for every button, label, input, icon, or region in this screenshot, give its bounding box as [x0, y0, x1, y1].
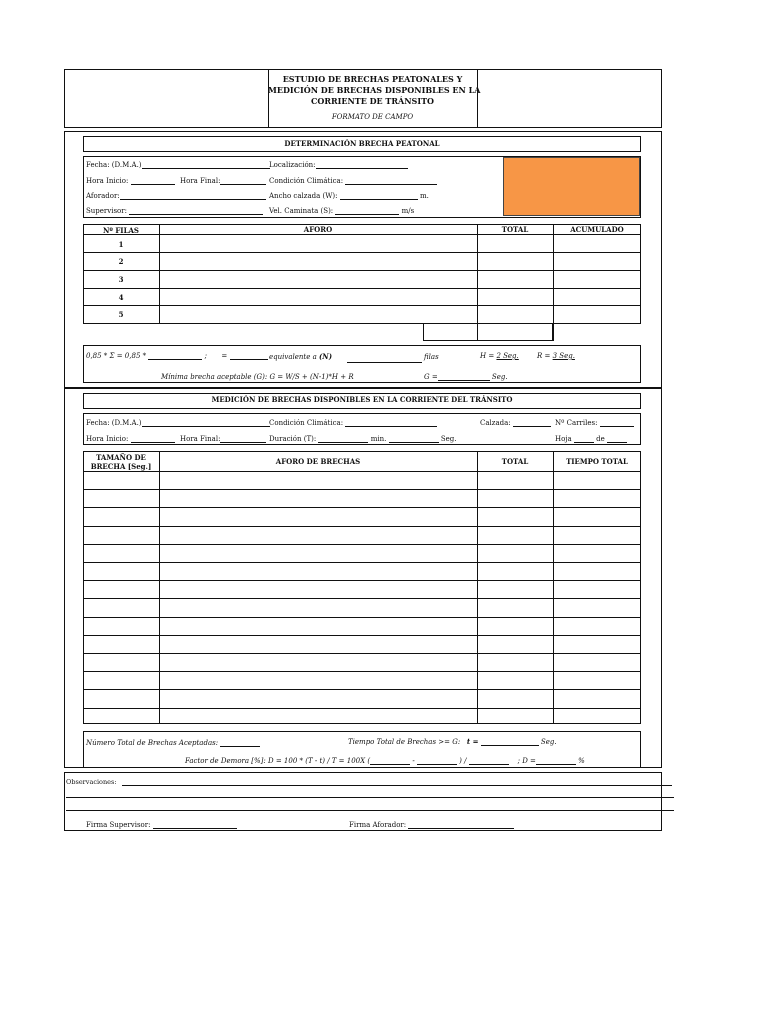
- filas-col-sep3: [553, 224, 554, 341]
- filas-row-line: [83, 270, 641, 271]
- brechas-col-sep1: [159, 451, 160, 724]
- filas-unit: filas: [424, 353, 439, 361]
- brechas-row-line: [83, 489, 641, 490]
- aforo-brechas-header: AFORO DE BRECHAS: [275, 457, 361, 466]
- localizacion-label: Localización:: [269, 162, 408, 169]
- hoja-label: Hoja de: [555, 436, 627, 443]
- s2-hora-final-label: Hora Final:: [180, 436, 266, 443]
- s2-total-header: TOTAL: [501, 457, 529, 466]
- brechas-row-line: [83, 671, 641, 672]
- header-divider-right: [477, 70, 478, 127]
- filas-col-sep1: [159, 224, 160, 324]
- header-subtitle: FORMATO DE CAMPO: [331, 113, 414, 121]
- brechas-row-line: [83, 689, 641, 690]
- tiempo-total-header: TIEMPO TOTAL: [566, 457, 628, 466]
- filas-header: Nº FILAS: [103, 226, 139, 235]
- total-header: TOTAL: [501, 225, 529, 234]
- aforador-label: Aforador:: [86, 193, 266, 200]
- brechas-row-line: [83, 507, 641, 508]
- filas-header-line: [83, 234, 641, 235]
- brechas-row-line: [83, 708, 641, 709]
- fecha-label: Fecha: (D.M.A.): [86, 162, 270, 169]
- brechas-row-line: [83, 580, 641, 581]
- filas-row-line: [83, 305, 641, 306]
- firma-supervisor-label: Firma Supervisor:: [86, 822, 237, 829]
- obs-line-3: [66, 810, 674, 811]
- header-title-line2: MEDICIÓN DE BRECHAS DISPONIBLES EN LA: [268, 85, 481, 95]
- section1-title: DETERMINACIÓN BRECHA PEATONAL: [284, 139, 440, 148]
- s2-condicion-label: Condición Climática:: [269, 420, 437, 427]
- filas-table: [83, 224, 641, 324]
- obs-line-1: [122, 785, 672, 786]
- brechas-row-line: [83, 526, 641, 527]
- brechas-row-line: [83, 653, 641, 654]
- header-title-line1: ESTUDIO DE BRECHAS PEATONALES Y: [282, 74, 463, 84]
- supervisor-label: Supervisor:: [86, 208, 263, 215]
- hora-inicio-label: Hora Inicio:: [86, 178, 175, 185]
- s2-fecha-label: Fecha: (D.M.A.): [86, 420, 270, 427]
- acumulado-header: ACUMULADO: [570, 225, 624, 234]
- fila-number: 1: [118, 240, 124, 249]
- equivalente-label: equivalente a (N): [269, 352, 333, 361]
- calzada-label: Calzada:: [480, 420, 551, 427]
- r-value: R = 3 Seg.: [537, 352, 575, 360]
- fila-number: 3: [118, 275, 124, 284]
- tamano-header-2: BRECHA [Seg.]: [90, 462, 152, 471]
- g-label: G = Seg.: [424, 373, 508, 381]
- s2-hora-inicio-label: Hora Inicio:: [86, 436, 175, 443]
- brechas-row-line: [83, 617, 641, 618]
- vel-label: Vel. Caminata (S): m/s: [269, 207, 415, 215]
- numero-total-label: Número Total de Brechas Aceptadas:: [86, 740, 260, 747]
- aforo-header: AFORO: [303, 225, 333, 234]
- fila-number: 2: [118, 257, 124, 266]
- filas-row-line: [83, 288, 641, 289]
- section2-title: MEDICIÓN DE BRECHAS DISPONIBLES EN LA CORRIENTE DEL TRÁNSITO: [211, 395, 513, 404]
- ancho-label: Ancho calzada (W): m.: [269, 192, 429, 200]
- brechas-table: [83, 451, 641, 724]
- brechas-row-line: [83, 471, 641, 472]
- brechas-col-sep2: [477, 451, 478, 724]
- carriles-label: Nº Carriles:: [555, 420, 634, 427]
- observaciones-label: Observaciones:: [66, 778, 117, 786]
- filas-row-line: [83, 252, 641, 253]
- brechas-row-line: [83, 544, 641, 545]
- brechas-row-line: [83, 635, 641, 636]
- tiempo-total-label: Tiempo Total de Brechas >= G: t = Seg.: [348, 737, 557, 746]
- hora-final-label: Hora Final:: [180, 178, 266, 185]
- total-summary-box: [423, 323, 553, 341]
- section-separator: [64, 387, 662, 389]
- brechas-col-sep3: [553, 451, 554, 724]
- condicion-label: Condición Climática:: [269, 178, 437, 185]
- min-brecha-label: Mínima brecha aceptable (G): G = W/S + (N-1)*H + R: [161, 373, 354, 381]
- firma-aforador-label: Firma Aforador:: [349, 822, 514, 829]
- fila-number: 4: [118, 293, 124, 302]
- header-title-line3: CORRIENTE DE TRÁNSITO: [310, 96, 434, 106]
- duracion-label: Duración (T): min. Seg.: [269, 435, 457, 443]
- fila-number: 5: [118, 310, 124, 319]
- brechas-row-line: [83, 598, 641, 599]
- n-blank: [347, 362, 422, 363]
- accent-block: [503, 157, 640, 216]
- tamano-header-1: TAMAÑO DE: [96, 453, 146, 462]
- h-value: H = 2 Seg.: [480, 352, 519, 360]
- formula-line: 0,85 * Σ = 0,85 * ; =: [86, 353, 268, 360]
- factor-demora-label: Factor de Demora [%]: D = 100 * (T - t) / T = 100X ( - ) / ; D = %: [185, 757, 585, 765]
- brechas-row-line: [83, 562, 641, 563]
- obs-line-2: [66, 797, 674, 798]
